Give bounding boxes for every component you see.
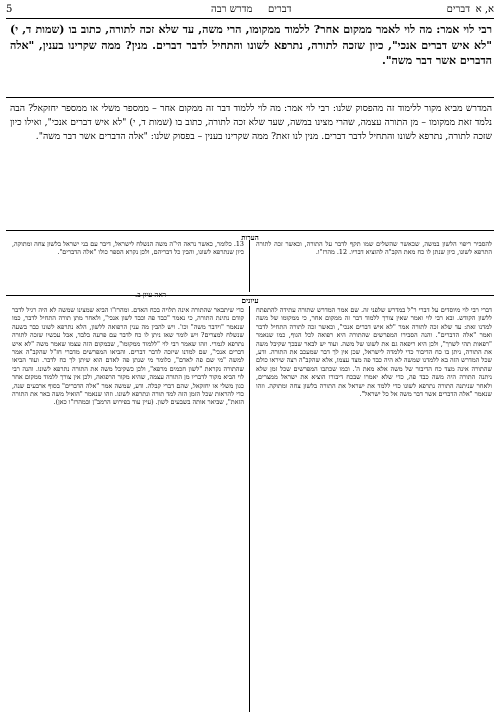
running-header (6, 4, 494, 18)
notes-column-divider (249, 240, 250, 292)
header-rule (6, 18, 494, 19)
header-section-title: דברים (268, 4, 292, 15)
main-midrash-text: רבי לוי אמר: מה לוי לאמר ממקום אחר? ללמוד ממקומו, הרי משה, עד שלא זכה לתורה, כתוב בו (שמות ד, י) "לא איש דברים אנכי", כיון שזכה לתורה, נתרפא לשונו והתחיל לדבר דברים. מנין? ממה שקרינו בענין, "אלה הדברים אשר דבר משה". (10, 23, 492, 68)
header-book-title: מדרש רבה (211, 4, 253, 15)
see-also-note: ראה עיון ב. (135, 291, 167, 299)
main-divider (6, 97, 494, 98)
iyun-column-divider (249, 306, 250, 712)
commentary-text: המדרש מביא מקור ללימוד זה מהפסוק שלנו: רבי לוי אמר: מה לוי ללמוד דבר זה ממקום אחר – ממספר משלי או ממספר יחזקאל? הבה נלמד זאת ממקומו – מן התורה עצמה, שהרי מצינו במשה, שעד שלא זכה לתורה, כתוב בו (שמות ד, י) "לא איש דברים אנכי", ואילו כיון שזכה לתורה, נתרפא לשונו והתחיל לדבר דברים. מנין לנו זאת? ממה שקרינו בענין – בפסוק שלנו: "אלה הדברים אשר דבר משה". (10, 103, 492, 143)
notes-left-column: 13. כלומר, כאשר נראה הי"ה משה הנשלח לישראל, דיבר עם בני ישראל בלשון צחה ומתוקה, כיון שנתרפא לשונו, והבין כל דבריהם, ולכן נקרא הספר כולו "אלה הדברים". (12, 240, 244, 257)
notes-right-column: להסביר ריפוי הלשון במשה, שכאשר שהשלים שמו תקף לדבר על התורה, וכאשר זכה לתורה התרפא לשונו, כיון שנתן לו כח מאת הקב"ה להוציא דבריו. 12. מהרז"ו. (256, 240, 492, 257)
header-reference: א, א (475, 4, 494, 15)
notes-heading: הערות (241, 233, 259, 242)
header-title: דברים (446, 4, 470, 15)
page-number: 5 (6, 4, 13, 15)
iyun-right-column: דברי רבי לוי מיוסדים על דברי ר"ל במדרש שלפני זה. שם אמר המדרש שתורה עתידה להתפתח ללשון הקודש. ובא רבי לוי ואמר שאין צורך ללמוד דבר זה ממקום אחר, כי ממקומו של משה למדנו זאת: עד שלא זכה לתורה אמר "לא איש דברים אנכי", וכאשר זכה לתורה התחיל לדבר ואמר "אלה הדברים". והנה הסבירו המפרשים שהתורה היא רפואה לכל הגוף, כמו שנאמר "רפאות תהי לשרך", ולכן היא ריפאה גם את לשונו של משה. ועוד יש לבאר שבכך שקיבל משה את התורה, ניתן בו כח הדיבור כדי ללמדה לישראל, שכן אין לך דבר שמעכב את התורה. ודע, שכל המדרש הזה בא ללמדנו שמשה לא היה כבד פה מצד עצמו, אלא שהקב"ה רצה שיראו כולם שהתורה אינה מצד כח הדיבור של משה אלא מאת ה'. וכמו שכתבו המפרשים שכל זמן שלא ניתנה התורה היה משה כבד פה, כדי שלא יאמרו שבכח דיבורו הוציא את ישראל ממצרים, ולאחר שניתנה התורה נתרפא לשונו כדי ללמד את ישראל את התורה בלשון צחה ומתוקה. וזהו שנאמר "אלה הדברים אשר דבר משה אל כל ישראל". (256, 306, 492, 399)
iyun-left-column: כדי שיתבאר שהתורה אינה תלויה בכח האדם. ומהרז"ו הביא שמצינו שמשה לא היה רגיל לדבר קודם נתינת התורה, כי נאמר "כבד פה וכבד לשון אנכי", ולאחר מתן תורה התחיל לדבר, כמו שנאמר "וידבר משה" וכו'. ויש להבין מה ענין הרפואה ללשון, הלא נתרפא לשונו כבר בשעה שנשלח למצרים? ויש לומר שאז ניתן לו כח לדבר עם פרעה בלבד, אבל עכשיו שזכה לתורה נתרפא לגמרי. וזהו שאמר רבי לוי "ללמוד ממקומו", שבמקום הזה עצמו שאמר משה "לא איש דברים אנכי", שם למדנו שיזכה לדבר דברים. והביאו המפרשים מדברי חז"ל שהקב"ה אמר למשה "מי שם פה לאדם", כלומר מי שנתן פה לאדם הוא שיתן לך כח לדבר. ועוד הביאו שהתורה נקראת "לשון חכמים מרפא", ולכן כשקיבל משה את התורה נתרפא לשונו. והנה רבי לוי הביא מקור לדבריו מן התורה עצמה, שהיא מקור הרפואה, ולכן אין צורך ללמוד ממקום אחר כגון משלי או יחזקאל, שהם דברי קבלה. ודע, שמשה אמר "אלה הדברים" בסוף ארבעים שנה, כדי להראות שכל הזמן הזה למד תורה ונתרפא לשונו. וזהו שנאמר "הואיל משה באר את התורה הזאת", שביאר אותה בשבעים לשון. (עיין עוד בפירוש הרמב"ן ובמהרז"ו כאן). (12, 306, 244, 407)
notes-divider (6, 230, 494, 231)
iyun-heading: עיונים (241, 296, 259, 305)
